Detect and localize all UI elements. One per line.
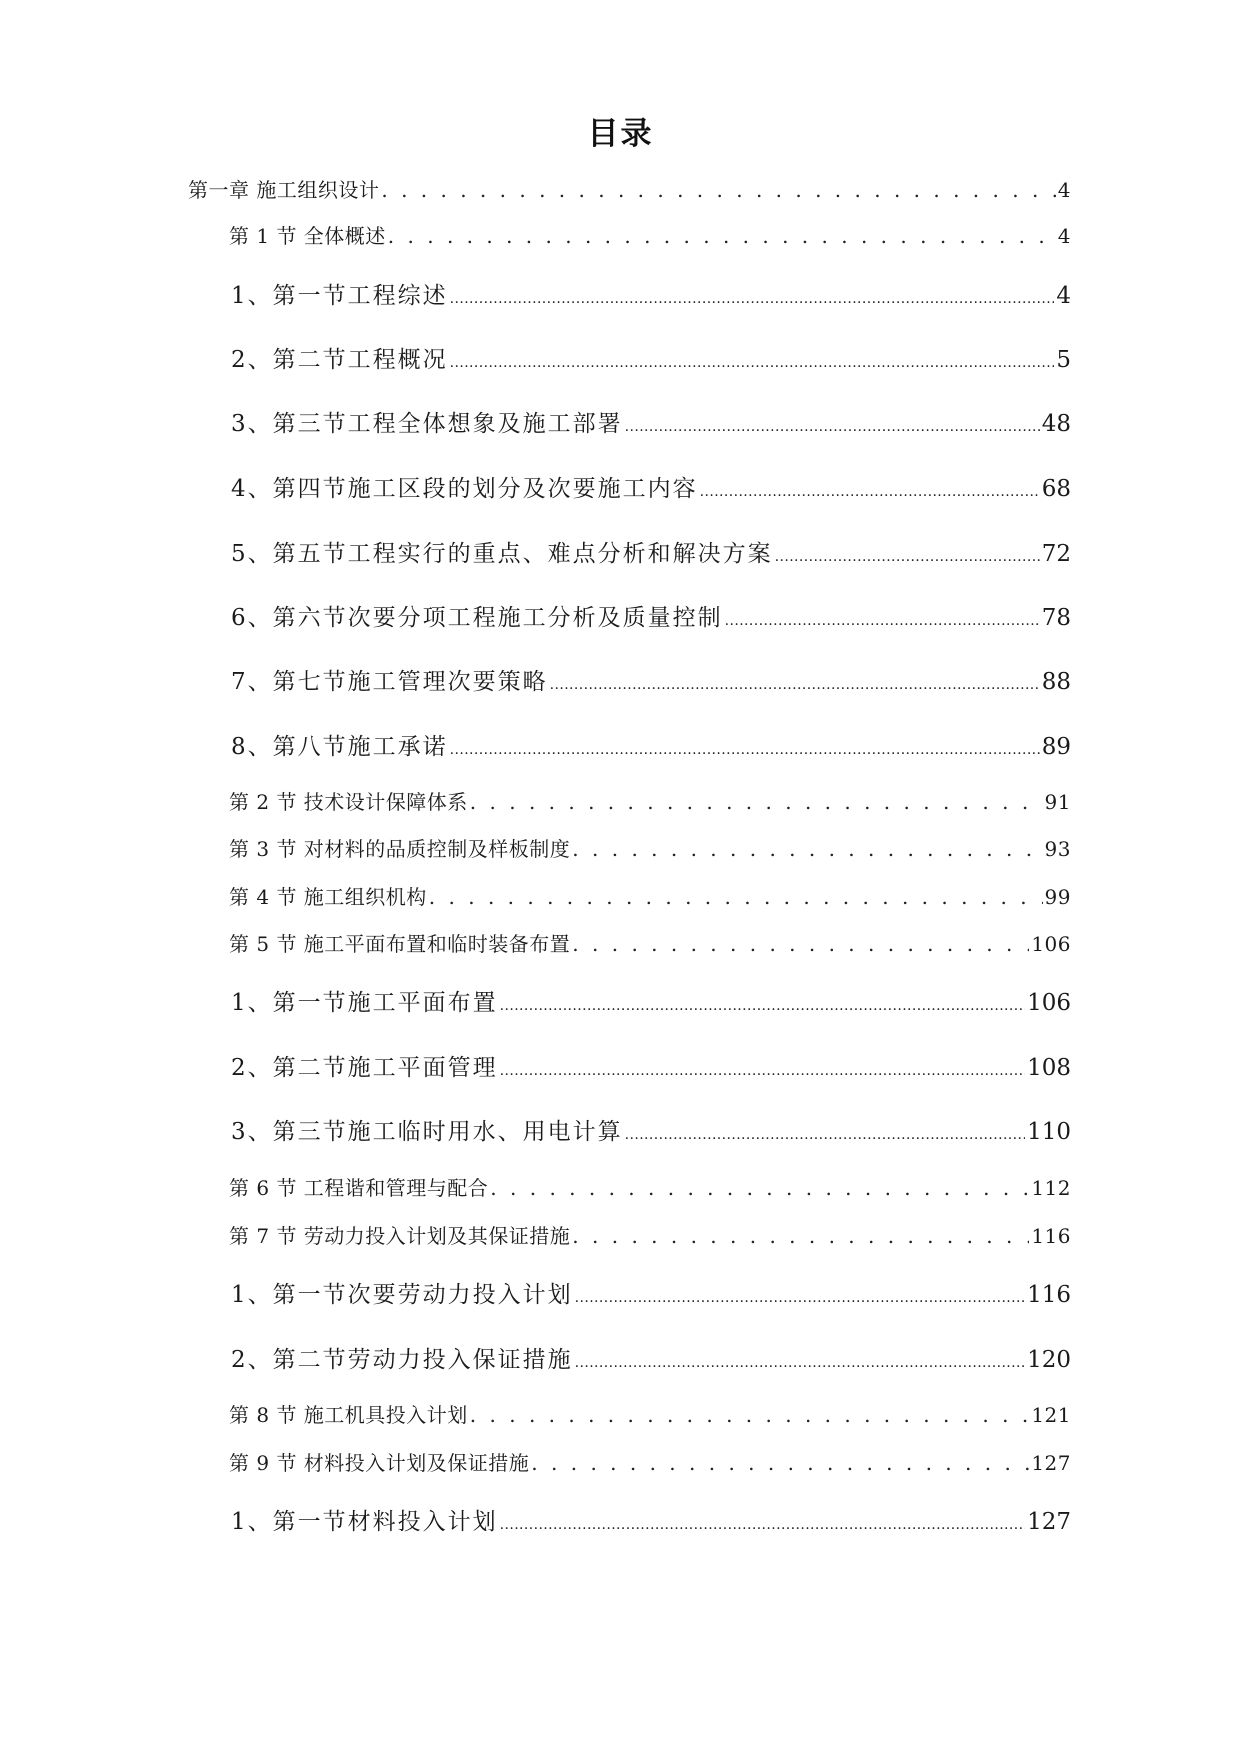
toc-entry-section[interactable] [229, 1399, 1071, 1428]
toc-entry-page: 68 [1041, 476, 1071, 502]
dot-leader [700, 484, 1040, 500]
toc-entry-page: 91 [1044, 790, 1071, 814]
toc-entry-page: 116 [1027, 1282, 1071, 1308]
toc-entry-subsection[interactable] [231, 599, 1071, 632]
toc-entry-page: 112 [1031, 1176, 1071, 1200]
toc-entry-section[interactable] [229, 1172, 1071, 1201]
dot-leader [429, 885, 1043, 909]
toc-entry-subsection[interactable] [231, 1341, 1071, 1374]
dot-leader [470, 790, 1043, 814]
toc-entry-label: 第一节工程综述 [272, 283, 448, 309]
toc-entry-label: 第一节次要劳动力投入计划 [272, 1282, 573, 1308]
toc-entry-number: 1、 [231, 283, 273, 309]
toc-entry-page: 72 [1041, 541, 1071, 567]
toc-entry-page: 106 [1031, 932, 1071, 956]
toc-entry-subsection[interactable] [231, 470, 1071, 503]
dot-leader [575, 1290, 1025, 1306]
toc-entry-number: 5、 [231, 541, 273, 567]
toc-entry-label: 第 3 节 对材料的品质控制及样板制度 [229, 837, 571, 861]
dot-leader [531, 1451, 1029, 1475]
page-title: 目录 [587, 116, 654, 152]
toc-entry-subsection[interactable] [231, 1113, 1071, 1146]
dot-leader [490, 1176, 1029, 1200]
dot-leader [500, 998, 1025, 1014]
toc-entry-label: 第 2 节 技术设计保障体系 [229, 790, 468, 814]
toc-entry-page: 4 [1057, 224, 1071, 248]
toc-entry-label: 第三节工程全体想象及施工部署 [272, 411, 623, 437]
toc-entry-label: 第 4 节 施工组织机构 [229, 885, 427, 909]
toc-entry-label: 第 7 节 劳动力投入计划及其保证措施 [229, 1224, 571, 1248]
toc-entry-section[interactable] [229, 786, 1071, 815]
toc-entry-label: 第七节施工管理次要策略 [272, 669, 548, 695]
dot-leader [572, 837, 1042, 861]
toc-entry-page: 88 [1041, 669, 1071, 695]
toc-entry-subsection[interactable] [231, 1276, 1071, 1309]
dot-leader [500, 1063, 1025, 1079]
toc-entry-label: 第一节材料投入计划 [272, 1509, 498, 1535]
toc-entry-page: 48 [1041, 411, 1071, 437]
toc-entry-number: 2、 [231, 347, 273, 373]
dot-leader [575, 1355, 1025, 1371]
dot-leader [450, 291, 1055, 307]
toc-entry-label: 第一章 施工组织设计 [188, 178, 380, 202]
toc-entry-label: 第六节次要分项工程施工分析及质量控制 [272, 605, 723, 631]
toc-entry-subsection[interactable] [231, 405, 1071, 438]
toc-entry-page: 127 [1031, 1451, 1071, 1475]
toc-entry-label: 第 5 节 施工平面布置和临时装备布置 [229, 932, 571, 956]
toc-entry-number: 1、 [231, 990, 273, 1016]
dot-leader [500, 1517, 1025, 1533]
toc-entry-page: 5 [1056, 347, 1071, 373]
dot-leader [381, 178, 1055, 202]
toc-entry-number: 8、 [231, 734, 273, 760]
toc-entry-label: 第 1 节 全体概述 [229, 224, 386, 248]
toc-entry-section[interactable] [229, 833, 1071, 862]
toc-entry-number: 1、 [231, 1282, 273, 1308]
dot-leader [725, 613, 1040, 629]
toc-entry-label: 第二节工程概况 [272, 347, 448, 373]
toc-entry-label: 第八节施工承诺 [272, 734, 448, 760]
toc-entry-label: 第二节施工平面管理 [272, 1055, 498, 1081]
toc-entry-label: 第 6 节 工程谐和管理与配合 [229, 1176, 489, 1200]
toc-entry-label: 第三节施工临时用水、用电计算 [272, 1119, 623, 1145]
toc-entry-subsection[interactable] [231, 341, 1071, 374]
toc-entry-chapter[interactable] [188, 174, 1071, 203]
toc-entry-subsection[interactable] [231, 984, 1071, 1017]
toc-entry-label: 第二节劳动力投入保证措施 [272, 1347, 573, 1373]
toc-entry-section[interactable] [229, 928, 1071, 957]
dot-leader [450, 355, 1055, 371]
toc-entry-page: 4 [1057, 178, 1071, 202]
toc-entry-page: 93 [1044, 837, 1071, 861]
toc-entry-page: 127 [1027, 1509, 1071, 1535]
toc-entry-number: 6、 [231, 605, 273, 631]
toc-entry-page: 121 [1031, 1403, 1071, 1427]
dot-leader [550, 677, 1040, 693]
toc-entry-section[interactable] [229, 1220, 1071, 1249]
dot-leader [625, 419, 1040, 435]
toc-entry-page: 89 [1041, 734, 1071, 760]
dot-leader [470, 1403, 1030, 1427]
dot-leader [388, 224, 1056, 248]
toc-entry-subsection[interactable] [231, 1503, 1071, 1536]
toc-entry-page: 116 [1031, 1224, 1071, 1248]
dot-leader [572, 932, 1029, 956]
dot-leader [775, 549, 1040, 565]
toc-entry-number: 1、 [231, 1509, 273, 1535]
dot-leader [625, 1127, 1025, 1143]
toc-entry-section[interactable] [229, 1447, 1071, 1476]
toc-entry-label: 第 9 节 材料投入计划及保证措施 [229, 1451, 530, 1475]
toc-entry-page: 110 [1027, 1119, 1071, 1145]
toc-entry-number: 3、 [231, 1119, 273, 1145]
toc-entry-label: 第一节施工平面布置 [272, 990, 498, 1016]
toc-entry-subsection[interactable] [231, 535, 1071, 568]
toc-entry-page: 78 [1041, 605, 1071, 631]
toc-entry-section[interactable] [229, 881, 1071, 910]
toc-entry-number: 7、 [231, 669, 273, 695]
toc-entry-page: 99 [1044, 885, 1071, 909]
toc-entry-label: 第 8 节 施工机具投入计划 [229, 1403, 468, 1427]
toc-entry-subsection[interactable] [231, 663, 1071, 696]
toc-entry-number: 3、 [231, 411, 273, 437]
toc-entry-label: 第四节施工区段的划分及次要施工内容 [272, 476, 698, 502]
toc-entry-section[interactable] [229, 220, 1071, 249]
toc-entry-number: 2、 [231, 1055, 273, 1081]
toc-entry-label: 第五节工程实行的重点、难点分析和解决方案 [272, 541, 773, 567]
toc-entry-page: 106 [1027, 990, 1071, 1016]
dot-leader [572, 1224, 1029, 1248]
toc-entry-subsection[interactable] [231, 277, 1071, 310]
toc-entry-page: 4 [1056, 283, 1071, 309]
toc-entry-subsection[interactable] [231, 728, 1071, 761]
toc-entry-subsection[interactable] [231, 1049, 1071, 1082]
dot-leader [450, 742, 1040, 758]
toc-entry-number: 4、 [231, 476, 273, 502]
toc-entry-page: 108 [1027, 1055, 1071, 1081]
toc-entry-number: 2、 [231, 1347, 273, 1373]
toc-entry-page: 120 [1027, 1347, 1071, 1373]
